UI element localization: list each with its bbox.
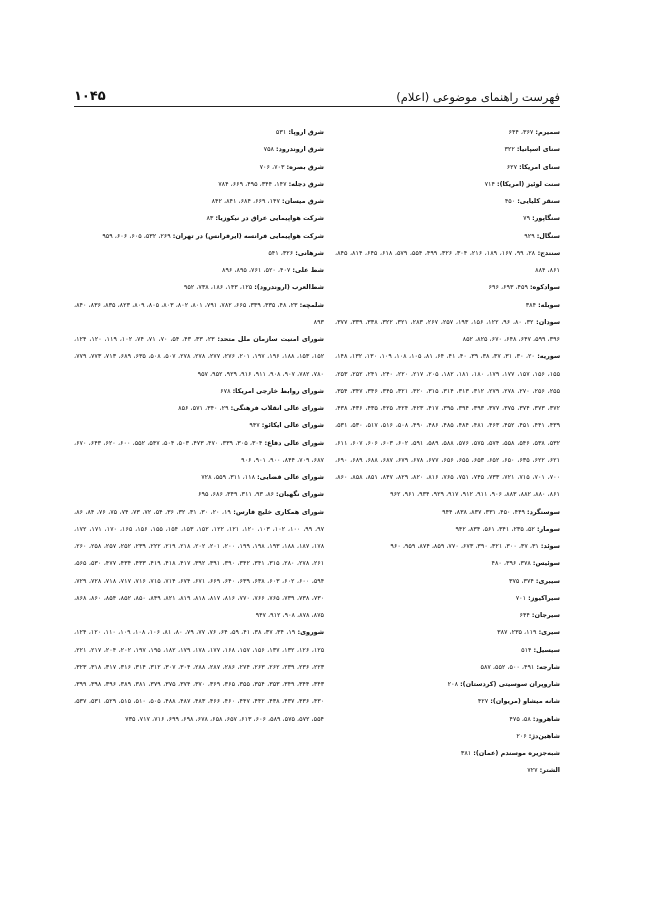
index-pages: ۸۶، ۹۳، ۳۱۱، ۳۴۹، ۶۸۶، ۶۹۵ (198, 490, 277, 499)
index-term: سنگال: (536, 231, 560, 240)
index-term: شاروپران سوسیتی (کردستان): (460, 680, 560, 688)
index-pages: ۳۸۱ (460, 749, 474, 757)
index-entry (335, 228, 560, 245)
index-entry (335, 193, 560, 210)
index-pages: ۷۱۴ (484, 179, 497, 188)
index-entry (74, 210, 324, 227)
index-term: شارجه: (536, 662, 560, 671)
index-term: شاهین‌دژ: (528, 731, 560, 740)
index-pages: ۳۷۸، ۳۹۶، ۴۸۰ (491, 559, 533, 568)
index-entry (335, 245, 560, 280)
index-entry (335, 521, 560, 538)
index-term: سوئد: (540, 542, 560, 550)
index-pages: ۳۷۴، ۳۷۵ (509, 576, 536, 585)
index-entry (335, 159, 560, 176)
index-pages: ۱۴۷، ۳۴۴، ۴۹۵، ۶۶۹، ۷۸۴ (218, 179, 289, 188)
index-column-right (335, 124, 560, 780)
index-entry (74, 469, 324, 486)
index-term: شرکت هواپیمایی فرانسه (ایرفرانس) در تهران: (172, 231, 324, 240)
index-entry (335, 711, 560, 728)
index-entry (335, 642, 560, 659)
index-pages: ۱۹، ۳۴، ۳۷، ۳۸، ۴۱، ۵۹، ۶۴، ۷۶، ۷۷، ۷۹، ۸۰، ۸۱، ۱۰۶، ۱۰۸، ۱۰۹، ۱۱۰، ۱۲۰، ۱۲۴، ۱۲۵، ۱۲۶، ۱۳۲، ۱۳۷، ۱۵۶، ۱۵۷، ۱۶۸، ۱۷۷، ۱۷۸، ۱۷۹، ۱۸۲، ۱۹۵، ۱۹۷، ۲۰۲، ۲۰۴، ۲۱۷، ۲۲۱، ۲۲۳، ۲۳۶، ۲۳۹، ۲۶۲، ۲۶۳، ۲۷۴، ۲۸۶، ۲۸۷، ۲۸۸، ۳۰۴، ۳۰۷، ۳۱۲، ۳۱۴، ۳۱۶، ۳۱۷، ۳۱۸، ۳۲۳، ۳۴۳، ۳۴۴، ۳۴۹، ۳۵۳، ۳۵۴، ۳۵۵، ۳۶۵، ۳۶۹، ۳۷۰، ۳۷۴، ۳۷۵، ۳۷۹، ۳۸۱، ۳۸۹، ۳۹۶، ۳۹۸، ۳۹۹، ۴۳۰، ۴۳۶، ۴۳۷، ۴۳۸، ۴۴۲، ۴۴۷، ۴۶۰، ۴۶۶، ۴۸۳، ۴۸۷، ۴۸۸، ۵۰۵، ۵۱۰، ۵۱۵، ۵۲۹، ۵۳۱، ۵۳۷، ۵۵۴، ۵۷۲، ۵۷۵، ۵۸۹، ۶۰۶، ۶۱۳، ۶۵۷، ۶۵۸، ۶۷۸، ۶۹۸، ۶۹۹، ۷۱۶، ۷۱۷، ۷۳۵ (74, 628, 325, 723)
index-pages: ۲۹، ۳۴۰، ۵۷۱، ۸۵۶ (178, 404, 231, 412)
index-term: سوریه: (537, 352, 561, 361)
index-entry (335, 607, 560, 624)
index-entry (74, 228, 324, 245)
index-entry (335, 555, 560, 572)
index-entry (74, 331, 324, 383)
index-entry (74, 245, 324, 262)
index-entry (335, 573, 560, 590)
index-entry (74, 279, 324, 296)
index-pages: ۵۲، ۲۳۵، ۳۴۱، ۵۶۱، ۸۳۴، ۹۴۲ (455, 524, 537, 533)
header-rule (74, 106, 560, 107)
index-entry (335, 659, 560, 676)
index-pages: ۱۱۸، ۳۱۱، ۵۵۹، ۷۲۸ (201, 473, 258, 481)
index-term: سوئیس: (532, 559, 560, 568)
index-column-left (74, 124, 324, 728)
index-pages: ۱۱۹، ۲۳۵، ۳۸۷ (497, 628, 539, 637)
index-pages: ۱۲۵، ۱۴۳، ۱۸۶، ۷۳۸، ۹۵۲ (183, 283, 255, 292)
index-entry (335, 348, 560, 503)
index-term: شورای عالی انقلاب فرهنگی: (230, 404, 324, 412)
index-term: شبه‌جزیره موسندم (عمان): (473, 749, 560, 757)
index-entry (335, 504, 560, 521)
index-entry (335, 762, 560, 779)
index-term: شرق اروپا: (288, 128, 324, 136)
index-entry (74, 417, 324, 434)
running-title: فهرست راهنمای موضوعی (اعلام) (396, 90, 560, 104)
index-entry (335, 314, 560, 349)
index-entry (335, 538, 560, 555)
index-term: شورای عالی ایکائو: (261, 421, 324, 430)
index-term: سنندج: (537, 248, 561, 257)
index-term: شورای امنیت سازمان ملل متحد: (217, 335, 325, 343)
index-term: شورای عالی قضایی: (257, 473, 324, 481)
index-term: سوبله: (538, 300, 560, 309)
index-term: سیبری: (535, 576, 560, 585)
index-term: سنای اسپانیا: (516, 145, 560, 154)
index-pages: ۲۰، ۳۰، ۳۱، ۳۷، ۳۸، ۳۹، ۴۰، ۴۱، ۶۴، ۸۱، ۱۰۵، ۱۰۸، ۱۰۹، ۱۳۰، ۱۳۲، ۱۴۸، ۱۵۵، ۱۵۶، ۱۵۷، ۱۷۷، ۱۷۹، ۱۸۰، ۱۸۱، ۱۸۲، ۲۰۵، ۲۱۷، ۲۲۰، ۲۴۰، ۲۴۱، ۲۵۲، ۲۵۳، ۲۵۵، ۲۵۶، ۲۷۰، ۲۷۸، ۲۷۹، ۳۱۲، ۳۱۳، ۳۱۴، ۳۱۵، ۳۲۰، ۳۲۱، ۳۴۵، ۳۴۶، ۳۴۷، ۳۵۴، ۳۷۲، ۳۷۳، ۳۷۴، ۳۷۵، ۳۷۷، ۳۹۳، ۳۹۴، ۳۹۵، ۴۱۷، ۴۲۳، ۴۲۴، ۴۲۵، ۴۳۵، ۴۳۶، ۴۳۸، ۴۳۹، ۴۴۱، ۴۵۱، ۴۵۲، ۴۶۳، ۴۸۱، ۴۸۴، ۴۸۵، ۴۸۶، ۴۹۰، ۵۰۸، ۵۱۶، ۵۱۷، ۵۳۰، ۵۳۱، ۵۳۲، ۵۳۸، ۵۴۶، ۵۵۸، ۵۷۴، ۵۷۵، ۵۷۶، ۵۸۸، ۵۸۹، ۵۹۱، ۶۰۲، ۶۰۳، ۶۰۶، ۶۰۷، ۶۱۱، ۶۲۱، ۶۲۲، ۶۳۵، ۶۵۰، ۶۵۲، ۶۵۳، ۶۵۵، ۶۵۶، ۶۷۷، ۶۷۸، ۶۷۹، ۶۸۷، ۶۸۸، ۶۸۹، ۶۹۰، ۷۰۰، ۷۰۱، ۷۱۵، ۷۲۱، ۷۳۳، ۷۴۵، ۷۵۱، ۷۶۵، ۸۱۶، ۸۲۰، ۸۲۹، ۸۴۷، ۸۵۱، ۸۵۸، ۸۶۰، ۸۶۱، ۸۸۰، ۸۸۲، ۸۸۳، ۹۰۶، ۹۱۱، ۹۱۲، ۹۱۷، ۹۲۹، ۹۳۴، ۹۶۱، ۹۶۲ (335, 352, 561, 499)
index-pages: ۴۲۷ (477, 697, 491, 706)
index-entry (335, 624, 560, 641)
index-term: شورای نگهبان: (276, 490, 324, 499)
index-pages: ۷۰۳، ۷۰۶ (259, 162, 287, 171)
index-pages: ۳۲۲ (504, 145, 517, 154)
index-term: شرق میسان: (282, 197, 324, 205)
index-entry (335, 590, 560, 607)
index-pages: ۷۰۱ (515, 593, 529, 602)
index-term: سومار: (536, 524, 560, 533)
index-term: الشتر: (539, 766, 560, 775)
index-pages: ۴۹۱، ۵۰۰، ۵۵۲، ۵۸۷ (480, 662, 537, 671)
index-pages: ۲۸، ۹۹، ۱۶۷، ۱۸۹، ۲۱۶، ۳۰۴، ۳۲۶، ۴۹۹، ۵۵۴، ۵۷۹، ۶۱۸، ۶۴۵، ۸۱۴، ۸۴۵، ۸۶۱، ۸۸۴ (335, 248, 560, 274)
index-entry (74, 435, 324, 470)
index-term: سیراکیوز: (528, 593, 560, 602)
index-term: شرق بصره: (286, 162, 324, 171)
index-entry (74, 383, 324, 400)
index-pages: ۹۴۷ (249, 421, 262, 430)
index-pages: ۴۰۷، ۵۲۰، ۷۶۱، ۸۹۵، ۸۹۶ (222, 266, 293, 274)
index-term: شرق اروندرود: (276, 145, 324, 154)
index-term: سیری: (538, 628, 560, 637)
index-pages: ۷۹ (523, 214, 533, 223)
index-pages: ۲۳، ۳۳، ۴۳، ۵۴، ۷۰، ۷۱، ۷۴، ۱۰۲، ۱۱۹، ۱۲۰، ۱۲۴، ۱۵۲، ۱۵۳، ۱۸۸، ۱۹۶، ۱۹۷، ۲۰۱، ۲۷۶، ۲۷۷، ۲۷۸، ۲۷۸، ۵۰۷، ۵۰۸، ۶۳۵، ۶۸۹، ۷۱۳، ۷۷۳، ۷۷۹، ۷۸۰، ۷۸۲، ۹۰۷، ۹۰۸، ۹۱۱، ۹۱۶، ۹۲۹، ۹۵۲، ۹۵۷ (74, 335, 325, 378)
index-pages: ۸۳ (206, 214, 216, 223)
index-pages: ۵۸، ۴۷۵ (509, 714, 533, 723)
index-term: سنگاپور: (532, 214, 560, 223)
index-entry (335, 176, 560, 193)
index-entry (74, 486, 324, 503)
index-term: شورای روابط خارجی امریکا: (232, 386, 324, 395)
index-pages: ۱۴۷، ۶۶۹، ۶۸۴، ۸۴۱، ۸۴۲ (211, 197, 283, 205)
index-term: شلمچه: (299, 300, 324, 309)
index-pages: ۳۶۷، ۶۴۴ (508, 128, 536, 136)
index-entry (74, 176, 324, 193)
index-entry (74, 141, 324, 158)
index-pages: ۷۲۷ (527, 766, 540, 775)
index-entry (74, 297, 324, 332)
index-pages: ۳۲، ۸۰، ۹۶، ۱۲۲، ۱۵۶، ۱۹۳، ۲۵۷، ۲۶۷، ۲۸۳، ۳۲۱، ۳۲۲، ۳۳۸، ۳۳۹، ۳۷۷، ۳۹۶، ۵۹۹، ۶۴۷، ۶۴۸، ۶۷۰، ۸۲۵، ۸۵۲ (335, 317, 560, 343)
index-term: سوادکوه: (529, 283, 560, 292)
index-term: شرهانی: (295, 248, 324, 257)
index-pages: ۵۱۴ (521, 645, 534, 654)
index-term: سمیرم: (535, 128, 560, 136)
index-entry (335, 693, 560, 710)
index-term: سودان: (536, 317, 561, 326)
index-entry (335, 728, 560, 745)
index-term: شط‌العرب (اروندرود): (254, 283, 324, 292)
index-pages: ۳۱، ۳۷، ۳۰۰، ۳۲۱، ۳۹۰، ۶۷۳، ۷۷۰، ۸۵۹، ۸۷۴، ۹۵۹، ۹۶۰ (390, 542, 541, 550)
index-term: سوسنگرد: (527, 507, 560, 516)
index-pages: ۲۰۶ (516, 731, 529, 740)
index-pages: ۶۲۷ (506, 162, 520, 171)
index-term: شاهرود: (532, 714, 560, 723)
index-pages: ۷۵۸ (263, 145, 277, 154)
index-pages: ۹۲۹ (524, 231, 537, 240)
index-term: شوروی: (297, 628, 325, 637)
index-term: شط علی: (292, 266, 324, 274)
index-term: شورای عالی دفاع: (264, 438, 325, 447)
index-entry (335, 279, 560, 296)
index-pages: ۶۷۸ (220, 386, 233, 395)
index-pages: ۴۵۰ (504, 197, 518, 205)
index-entry (74, 262, 324, 279)
index-term: شانه میشاو (مریوان): (490, 697, 560, 706)
index-pages: ۵۳۱ (275, 128, 289, 136)
index-pages: ۲۳، ۴۸، ۳۳۵، ۳۳۹، ۶۶۵، ۷۸۲، ۷۹۱، ۸۰۱، ۸۰۲، ۸۰۳، ۸۰۵، ۸۰۹، ۸۲۳، ۸۳۵، ۸۳۶، ۸۴۰، ۸۹۳ (74, 300, 324, 326)
page-header (74, 84, 560, 104)
index-pages: ۴۴۹، ۴۵۰، ۳۳۱، ۸۳۷، ۸۳۸، ۹۴۴ (442, 507, 528, 516)
index-pages: ۶۴۴ (519, 611, 532, 619)
index-pages: ۲۶۹، ۵۳۲، ۶۰۵، ۶۰۶، ۹۵۹ (102, 231, 173, 240)
index-pages: ۳۰۴، ۳۰۵، ۳۳۹، ۴۷۰، ۴۷۳، ۵۰۳، ۵۰۴، ۵۴۷، ۵۵۲، ۶۰۰، ۶۲۰، ۶۴۳، ۶۷۰، ۶۸۷، ۷۰۹، ۸۴۴، ۹۰۰، ۹۰۱، ۹۰۶ (74, 438, 324, 464)
index-term: سیرجان: (531, 611, 560, 619)
index-entry (335, 124, 560, 141)
index-entry (335, 141, 560, 158)
index-entry (335, 297, 560, 314)
index-entry (74, 124, 324, 141)
index-entry (74, 159, 324, 176)
page-number: ۱۰۴۵ (74, 89, 106, 104)
index-pages: ۴۵۹، ۶۹۳، ۶۹۶ (488, 283, 530, 292)
index-entry (74, 193, 324, 210)
index-term: شرکت هواپیمایی عراق در نیکوزیا: (215, 214, 324, 223)
index-term: سنقر کلیایی: (517, 197, 560, 205)
index-pages: ۳۸۴ (525, 300, 539, 309)
index-pages: ۲۰۸ (447, 680, 461, 688)
index-term: شرق دجله: (288, 179, 324, 188)
index-entry (335, 676, 560, 693)
index-term: سنای امریکا: (519, 162, 560, 171)
index-entry (74, 624, 324, 728)
index-entry (74, 504, 324, 625)
index-entry (335, 210, 560, 227)
index-entry (335, 745, 560, 762)
index-term: شورای همکاری خلیج فارس: (233, 507, 325, 516)
index-pages: ۳۲۶، ۵۴۱ (268, 248, 296, 257)
index-pages: ۱۹، ۲۰، ۳۰، ۳۱، ۳۲، ۳۶، ۵۴، ۷۲، ۷۳، ۷۴، ۷۵، ۷۶، ۸۴، ۸۶، ۹۷، ۹۹، ۱۰۰، ۱۰۲، ۱۰۳، ۱۲۰، ۱۲۱، ۱۲۲، ۱۵۲، ۱۵۳، ۱۵۴، ۱۵۵، ۱۵۶، ۱۶۵، ۱۷۰، ۱۷۱، ۱۷۲، ۱۷۸، ۱۸۷، ۱۸۸، ۱۹۳، ۱۹۸، ۱۹۹، ۲۰۰، ۲۰۱، ۲۰۲، ۲۱۸، ۲۱۹، ۲۲۲، ۲۳۹، ۲۵۲، ۲۵۷، ۲۵۸، ۲۶۰، ۲۶۱، ۲۷۸، ۲۸۰، ۳۱۵، ۳۴۱، ۳۴۲، ۳۹۰، ۳۹۱، ۳۹۲، ۴۱۷، ۴۱۸، ۴۱۹، ۴۳۳، ۴۳۴، ۴۷۷، ۵۳۰، ۵۶۵، ۵۹۴، ۶۰۰، ۶۰۲، ۶۰۳، ۶۳۸، ۶۳۹، ۶۴۰، ۶۶۹، ۶۷۱، ۶۷۴، ۷۱۴، ۷۱۵، ۷۱۶، ۷۱۷، ۷۱۸، ۷۲۸، ۷۲۹، ۷۳۰، ۷۳۸، ۷۳۹، ۷۶۵، ۷۶۶، ۷۷۰، ۸۱۶، ۸۱۷، ۸۱۸، ۸۱۹، ۸۲۱، ۸۴۹، ۸۵۰، ۸۵۲، ۸۵۴، ۸۶۰، ۸۶۸، ۸۷۵، ۸۷۸، ۹۰۸، ۹۱۲، ۹۴۷ (74, 507, 325, 619)
index-entry (74, 400, 324, 417)
index-term: سنت لوئیز (امریکا): (497, 179, 560, 188)
index-term: سیسیل: (533, 645, 560, 654)
